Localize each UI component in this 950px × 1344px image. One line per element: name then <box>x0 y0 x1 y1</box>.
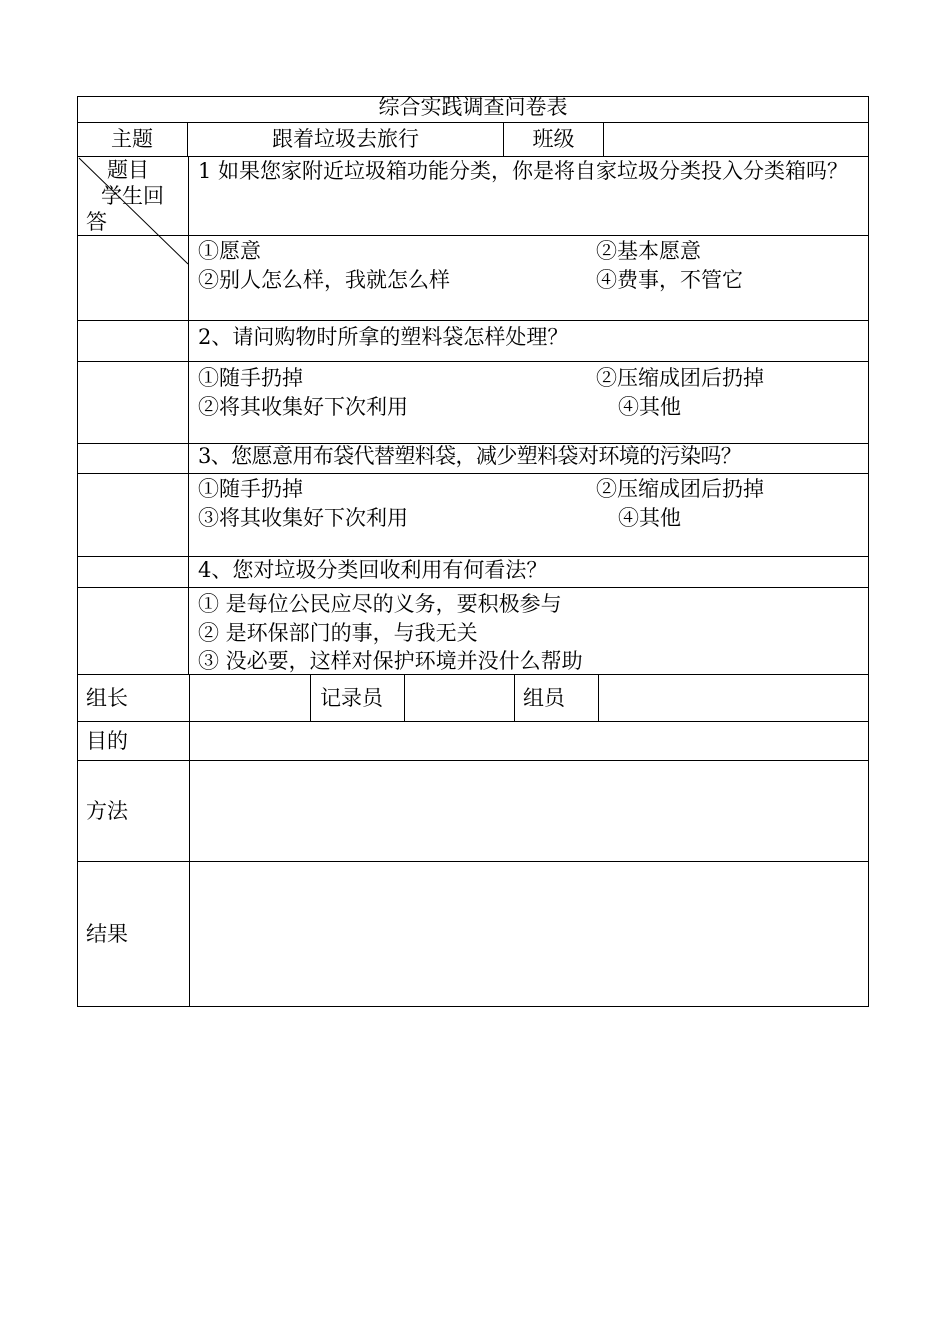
recorder-field[interactable] <box>405 675 514 721</box>
rule <box>77 587 869 588</box>
member-label: 组员 <box>523 686 565 710</box>
result-label: 结果 <box>86 922 128 946</box>
question-3-text: 3、您愿意用布袋代替塑料袋，减少塑料袋对环境的污染吗？ <box>198 444 742 468</box>
question-4-option-1: ① 是每位公民应尽的义务，要积极参与 <box>198 592 562 616</box>
question-2-option-4: ④其他 <box>618 395 681 419</box>
rule <box>514 674 515 721</box>
question-2-text: 2、请问购物时所拿的塑料袋怎样处理？ <box>198 325 569 349</box>
question-3-option-4: ④其他 <box>618 506 681 530</box>
recorder-label: 记录员 <box>320 686 383 710</box>
method-field[interactable] <box>190 761 868 861</box>
form-title: 综合实践调查问卷表 <box>378 95 568 119</box>
class-label: 班级 <box>532 127 575 151</box>
result-field[interactable] <box>190 862 868 1006</box>
member-field[interactable] <box>599 675 868 721</box>
topic-value: 跟着垃圾去旅行 <box>272 127 419 151</box>
rule <box>603 122 604 156</box>
question-1-option-3: ②别人怎么样，我就怎么样 <box>198 268 450 292</box>
method-label: 方法 <box>86 799 128 823</box>
purpose-field[interactable] <box>190 722 868 760</box>
question-1-option-2: ②基本愿意 <box>596 239 701 263</box>
question-1-text: 1 如果您家附近垃圾箱功能分类，你是将自家垃圾分类投入分类箱吗？ <box>198 159 849 183</box>
leader-label: 组长 <box>86 686 128 710</box>
question-4-option-3: ③ 没必要，这样对保护环境并没什么帮助 <box>198 649 583 673</box>
rule <box>77 361 869 362</box>
rule <box>310 674 311 721</box>
question-2-option-3: ②将其收集好下次利用 <box>198 395 408 419</box>
question-3-option-3: ③将其收集好下次利用 <box>198 506 408 530</box>
rule <box>77 235 869 236</box>
survey-form <box>77 96 869 1008</box>
question-1-option-4: ④费事，不管它 <box>596 268 743 292</box>
leader-field[interactable] <box>190 675 310 721</box>
purpose-label: 目的 <box>86 729 128 753</box>
topic-label: 主题 <box>111 127 153 151</box>
rule <box>77 473 869 474</box>
rule <box>868 96 869 1007</box>
question-1-option-1: ①愿意 <box>198 239 261 263</box>
question-3-option-2: ②压缩成团后扔掉 <box>596 477 764 501</box>
question-2-option-1: ①随手扔掉 <box>198 366 303 390</box>
rule <box>77 122 869 123</box>
rule <box>77 320 869 321</box>
question-2-option-2: ②压缩成团后扔掉 <box>596 366 764 390</box>
question-3-option-1: ①随手扔掉 <box>198 477 303 501</box>
rule <box>77 1006 869 1007</box>
corner-header-student-line2: 答 <box>86 210 107 234</box>
question-4-option-2: ② 是环保部门的事，与我无关 <box>198 621 478 645</box>
corner-header-question: 题目 <box>107 158 149 182</box>
question-4-text: 4、您对垃圾分类回收利用有何看法？ <box>198 558 548 582</box>
corner-header-student-line1: 学生回 <box>101 184 164 208</box>
